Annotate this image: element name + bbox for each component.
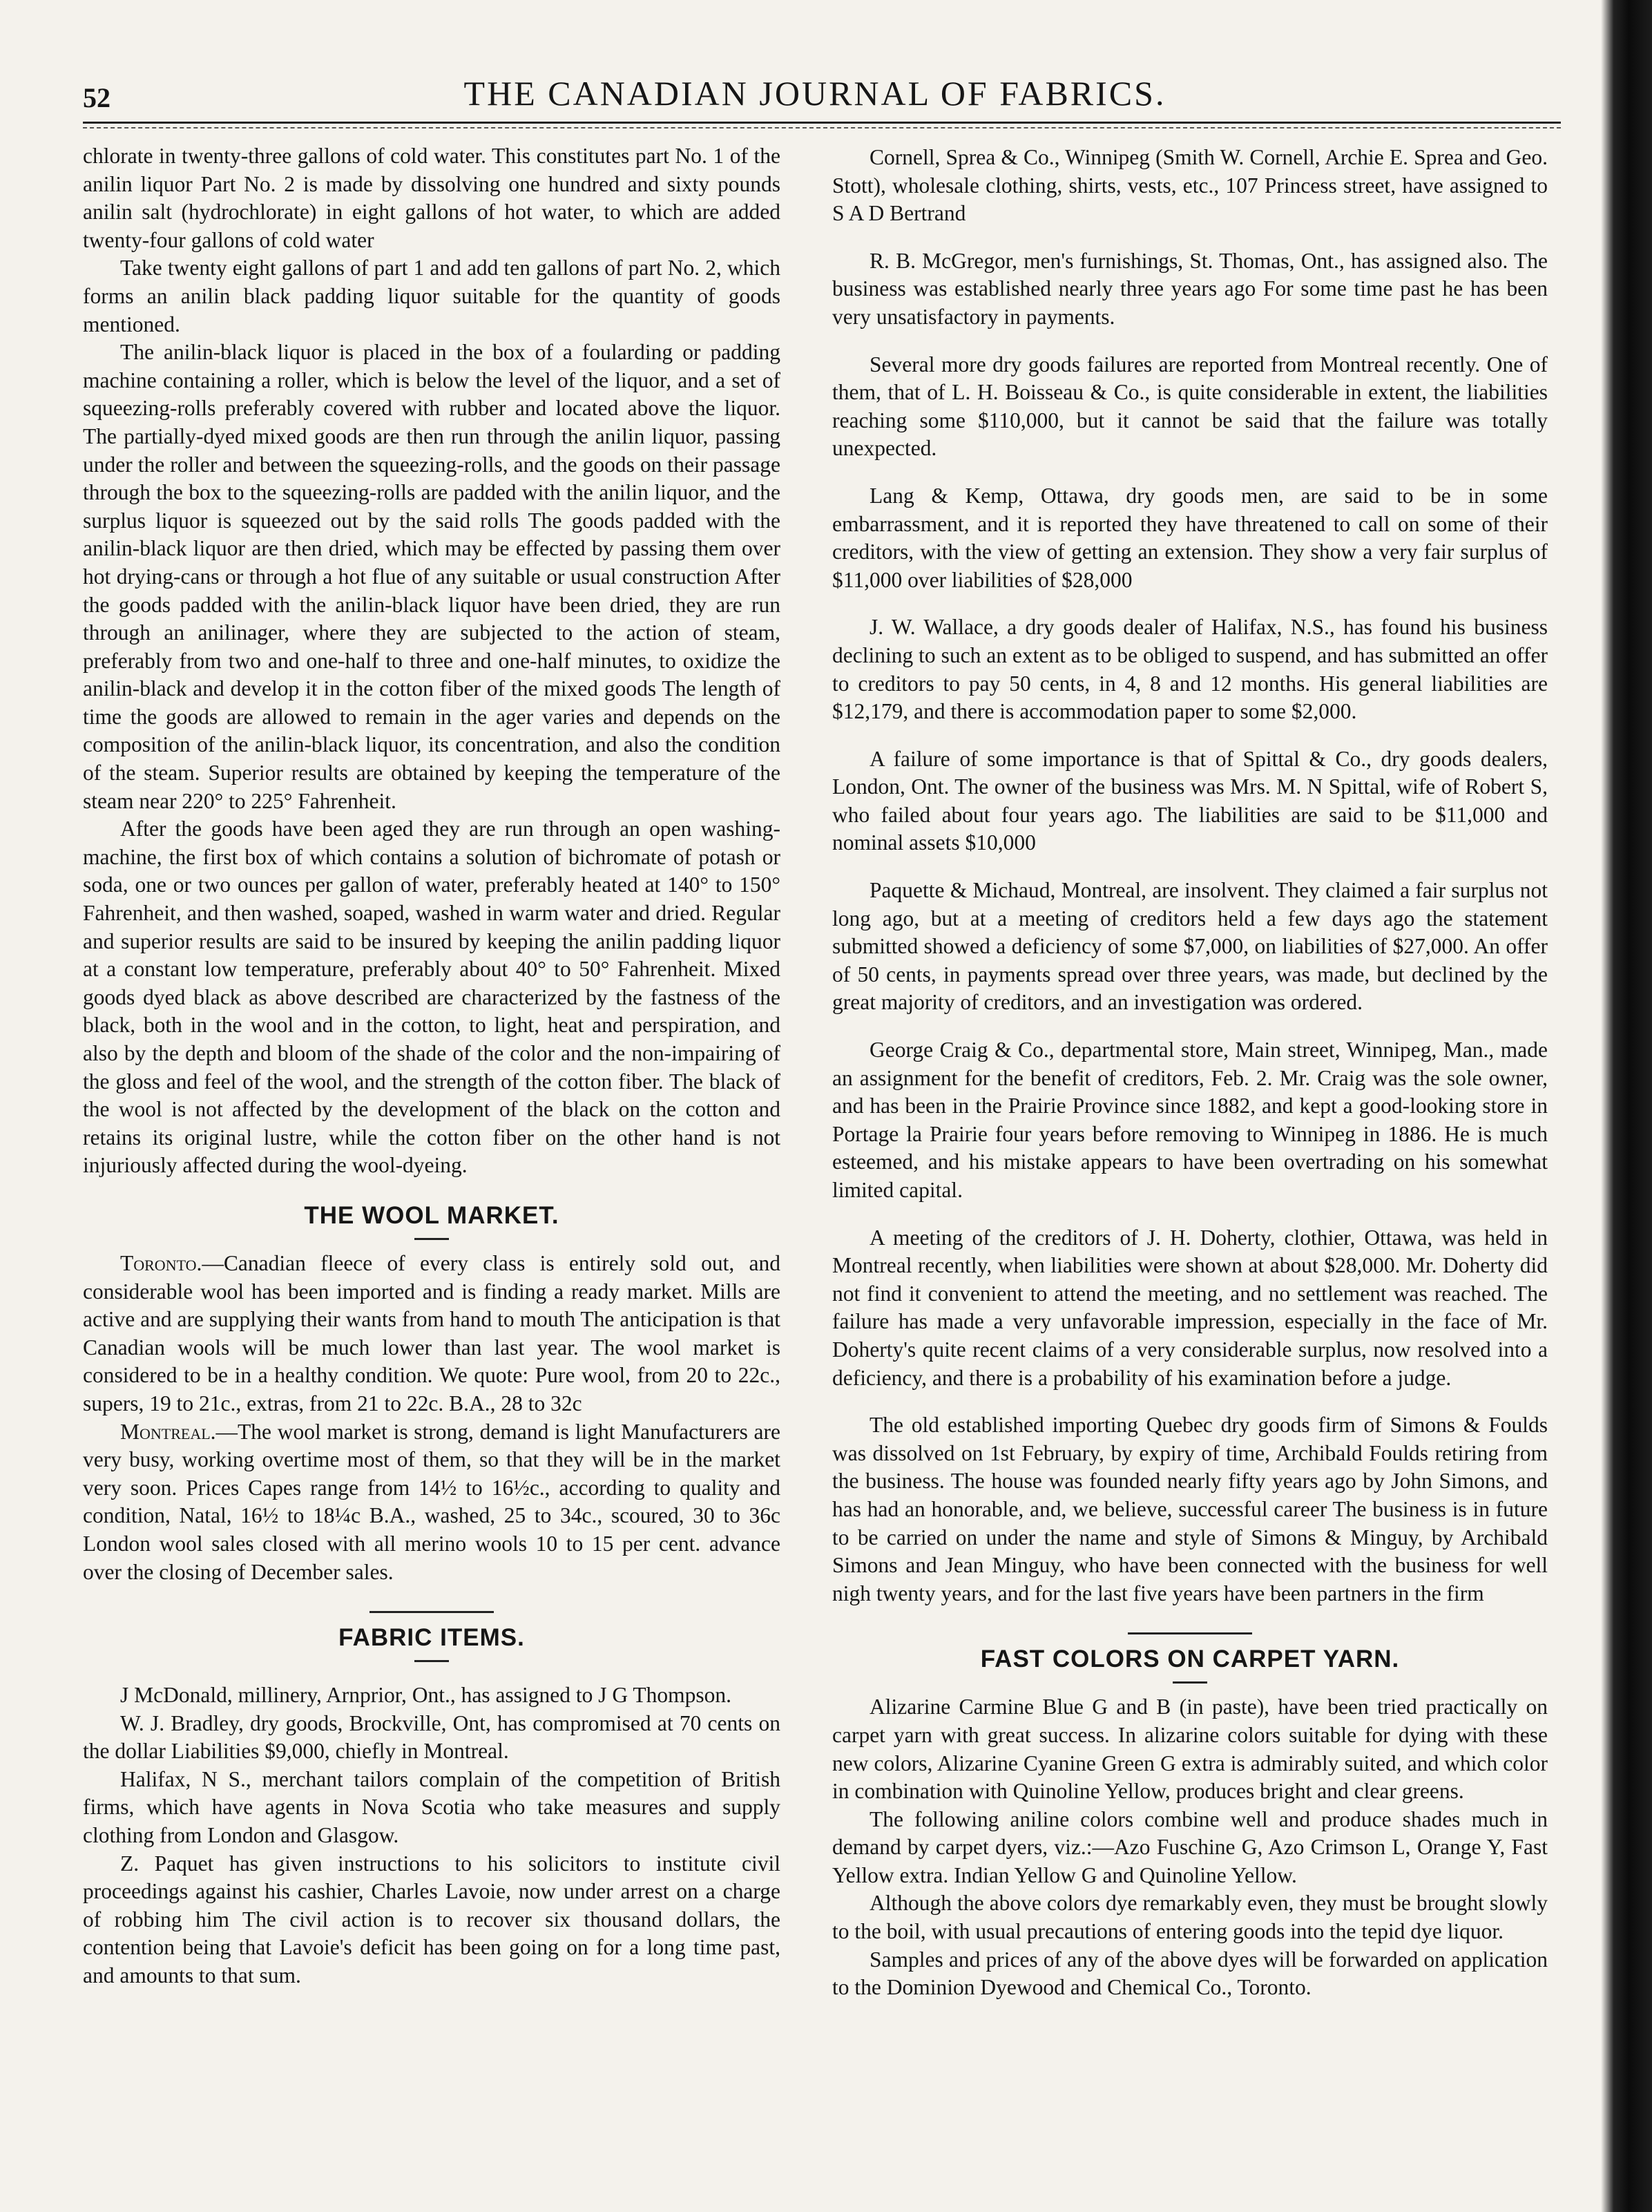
- heading-rule: [414, 1238, 449, 1240]
- fabric-items-heading: FABRIC ITEMS.: [338, 1624, 525, 1652]
- business-item: Cornell, Sprea & Co., Winnipeg (Smith W. Cornell, Archie E. Sprea and Geo. Stott), wholesale clothing, shirts, vests, etc., 107 Princess street, have assigned to S A D Bertrand: [832, 145, 1548, 226]
- fast-colors-paragraph: The following aniline colors combine well and produce shades much in demand by carpet dyers, viz.:—Azo Fuschine G, Azo Crimson L, Orange Y, Fast Yellow extra. Indian Yellow G and Quinoline Yellow.: [832, 1806, 1548, 1887]
- wool-market-heading: THE WOOL MARKET.: [304, 1201, 559, 1229]
- left-column: [83, 142, 780, 1990]
- fast-colors-paragraph: Alizarine Carmine Blue G and B (in paste), have been tried practically on carpet yarn with great success. In alizarine colors suitable for dying with these new colors, Alizarine Cyanine Green G extra is admirably suited, and which color in combination with Quinoline Yellow, produces bright and clear greens.: [832, 1695, 1548, 1804]
- heading-rule: [1173, 1681, 1207, 1684]
- wool-market-montreal: [83, 1418, 780, 1587]
- article-paragraph: After the goods have been aged they are run through an open washing-machine, the first box of which contains a solution of bichromate of potash or soda, one or two ounces per gallon of water, preferably heated at 140° to 150° Fahrenheit, and then washed, soaped, washed in warm water and dried. Regular and superior results are said to be insured by keeping the anilin padding liquor at a constant low temperature, preferably about 40° to 50° Fahrenheit. Mixed goods dyed black as above described are characterized by the fastness of the black, both in the wool and in the cotton, to light, heat and perspiration, and also by the depth and bloom of the shade of the color and the non-impairing of the gloss and feel of the wool, and the strength of the cotton fiber. The black of the wool is not affected by the development of the black on the cotton and retains its original lustre, while the cotton fiber on the other hand is not injuriously affected during the wool-dyeing.: [83, 817, 780, 1178]
- business-item: Lang & Kemp, Ottawa, dry goods men, are said to be in some embarrassment, and it is reported they have threatened to call on some of their creditors, with the view of getting an extension. They show a very fair surplus of $11,000 over liabilities of $28,000: [832, 483, 1548, 592]
- business-item: The old established importing Quebec dry goods firm of Simons & Foulds was dissolved on 1st February, by expiry of time, Archibald Foulds retiring from the business. The house was founded nearly fifty years ago by John Simons, and has had an honorable, and, we believe, successful career The business is in future to be carried on under the name and style of Simons & Minguy, by Archibald Simons and Jean Minguy, who have been connected with the business for well nigh twenty years, and for the last five years have been partners in the firm: [832, 1413, 1548, 1605]
- montreal-text: —The wool market is strong, demand is light Manufacturers are very busy, working overtime most of them, so that they will be in the market very soon. Prices Capes range from 14½ to 16½c., according to quality and condition, Natal, 16½ to 18¼c B.A., washed, 25 to 34c., scoured, 30 to 36c London wool sales closed with all merino wools 10 to 15 per cent. advance over the closing of December sales.: [83, 1419, 780, 1584]
- scan-binding-edge: [1601, 0, 1652, 2212]
- fast-colors-paragraph: Although the above colors dye remarkably even, they must be brought slowly to the boil, with usual precautions of entering goods into the tepid dye liquor.: [832, 1891, 1548, 1944]
- article-paragraph: The anilin-black liquor is placed in the box of a foularding or padding machine containing a roller, which is below the level of the liquor, and a set of squeezing-rolls preferably covered with rubber and located above the liquor. The partially-dyed mixed goods are then run through the anilin liquor, passing under the roller and between the squeezing-rolls, and the goods on their passage through the box to the squeezing-rolls are padded with the anilin liquor, and the surplus liquor is squeezed out by the said rolls The goods padded with the anilin-black liquor are then dried, which may be effected by passing them over hot drying-cans or through a hot flue of any suitable or usual construction After the goods padded with the anilin-black liquor have been dried, they are run through an anilinager, where they are subjected to the action of steam, preferably from two and one-half to three and one-half minutes, to oxidize the anilin-black and develop it in the cotton fiber of the mixed goods The length of time the goods are allowed to remain in the ager varies and depends on the composition of the anilin-black liquor, its concentration, and also the condition of the steam. Superior results are obtained by keeping the temperature of the steam near 220° to 225° Fahrenheit.: [83, 340, 780, 813]
- section-divider: [1128, 1632, 1252, 1634]
- business-item: J. W. Wallace, a dry goods dealer of Halifax, N.S., has found his business declining to such an extent as to be obliged to suspend, and has submitted an offer to creditors to pay 50 cents, in 4, 8 and 12 months. His general liabilities are $12,179, and there is accommodation paper to some $2,000.: [832, 615, 1548, 724]
- toronto-text: —Canadian fleece of every class is entirely sold out, and considerable wool has been imported and is finding a ready market. Mills are active and are supplying their wants from hand to mouth The anticipation is that Canadian wools will be much lower than last year. The wool market is considered to be in a healthy condition. We quote: Pure wool, from 20 to 22c., supers, 19 to 21c., extras, from 21 to 22c. B.A., 28 to 32c: [83, 1250, 780, 1415]
- fabric-item: Z. Paquet has given instructions to his solicitors to institute civil proceedings against his cashier, Charles Lavoie, now under arrest on a charge of robbing him The civil action is to recover six thousand dollars, the contention being that Lavoie's deficit has been going on for a long time past, and amounts to that sum.: [83, 1851, 780, 1988]
- montreal-lead: Montreal.: [120, 1419, 216, 1444]
- page-number: 52: [83, 82, 111, 113]
- business-item: A failure of some importance is that of Spittal & Co., dry goods dealers, London, Ont. The owner of the business was Mrs. M. N Spittal, wife of Robert S, who failed about four years ago. The liabilities are said to be $11,000 and nominal assets $10,000: [832, 746, 1548, 855]
- fast-colors-heading: FAST COLORS ON CARPET YARN.: [980, 1646, 1400, 1673]
- toronto-lead: Toronto.: [120, 1250, 202, 1275]
- fabric-item: J McDonald, millinery, Arnprior, Ont., has assigned to J G Thompson.: [120, 1683, 732, 1708]
- business-item: Paquette & Michaud, Montreal, are insolvent. They claimed a fair surplus not long ago, but at a meeting of creditors held a few days ago the statement submitted showed a deficiency of some $7,000, on liabilities of $27,000. An offer of 50 cents, in payments spread over three years, was made, but declined by the great majority of creditors, and an investigation was ordered.: [832, 878, 1548, 1015]
- fast-colors-paragraph: Samples and prices of any of the above dyes will be forwarded on application to the Dominion Dyewood and Chemical Co., Toronto.: [832, 1947, 1548, 2000]
- right-column: [832, 144, 1548, 2002]
- fabric-item: W. J. Bradley, dry goods, Brockville, Ont, has compromised at 70 cents on the dollar Liabilities $9,000, chiefly in Montreal.: [83, 1710, 780, 1764]
- business-item: R. B. McGregor, men's furnishings, St. Thomas, Ont., has assigned also. The business was established nearly three years ago For some time past he has been very unsatisfactory in payments.: [832, 248, 1548, 329]
- business-item: A meeting of the creditors of J. H. Doherty, clothier, Ottawa, was held in Montreal recently, when liabilities were shown at about $28,000. Mr. Doherty did not find it convenient to attend the meeting, and no settlement was reached. The failure has made a very unfavorable impression, especially in the face of Mr. Doherty's quite recent claims of a very considerable surplus, now resolved into a deficiency, and there is a probability of his examination before a judge.: [832, 1225, 1548, 1390]
- header-rule: [83, 122, 1561, 128]
- heading-rule: [414, 1660, 449, 1662]
- fabric-item: Halifax, N S., merchant tailors complain of the competition of British firms, which have agents in Nova Scotia who take measures and supply clothing from London and Glasgow.: [83, 1766, 780, 1848]
- business-item: Several more dry goods failures are reported from Montreal recently. One of them, that of L. H. Boisseau & Co., is quite considerable in extent, the liabilities reaching some $110,000, but it cannot be said that the failure was totally unexpected.: [832, 352, 1548, 461]
- article-paragraph: Take twenty eight gallons of part 1 and add ten gallons of part No. 2, which forms an anilin black padding liquor suitable for the quantity of goods mentioned.: [83, 256, 780, 336]
- section-divider: [369, 1611, 494, 1613]
- wool-market-toronto: [83, 1250, 780, 1418]
- article-paragraph: chlorate in twenty-three gallons of cold water. This constitutes part No. 1 of the anilin liquor Part No. 2 is made by dissolving one hundred and sixty pounds anilin salt (hydrochlorate) in eight gallons of hot water, to which are added twenty-four gallons of cold water: [83, 144, 780, 252]
- journal-title: THE CANADIAN JOURNAL OF FABRICS.: [463, 74, 1166, 113]
- business-item: George Craig & Co., departmental store, Main street, Winnipeg, Man., made an assignment for the benefit of creditors, Feb. 2. Mr. Craig was the sole owner, and has been in the Prairie Province since 1882, and kept a good-looking store in Portage la Prairie four years before removing to Winnipeg in 1886. He is much esteemed, and his mistake appears to have been overtrading on his somewhat limited capital.: [832, 1038, 1548, 1202]
